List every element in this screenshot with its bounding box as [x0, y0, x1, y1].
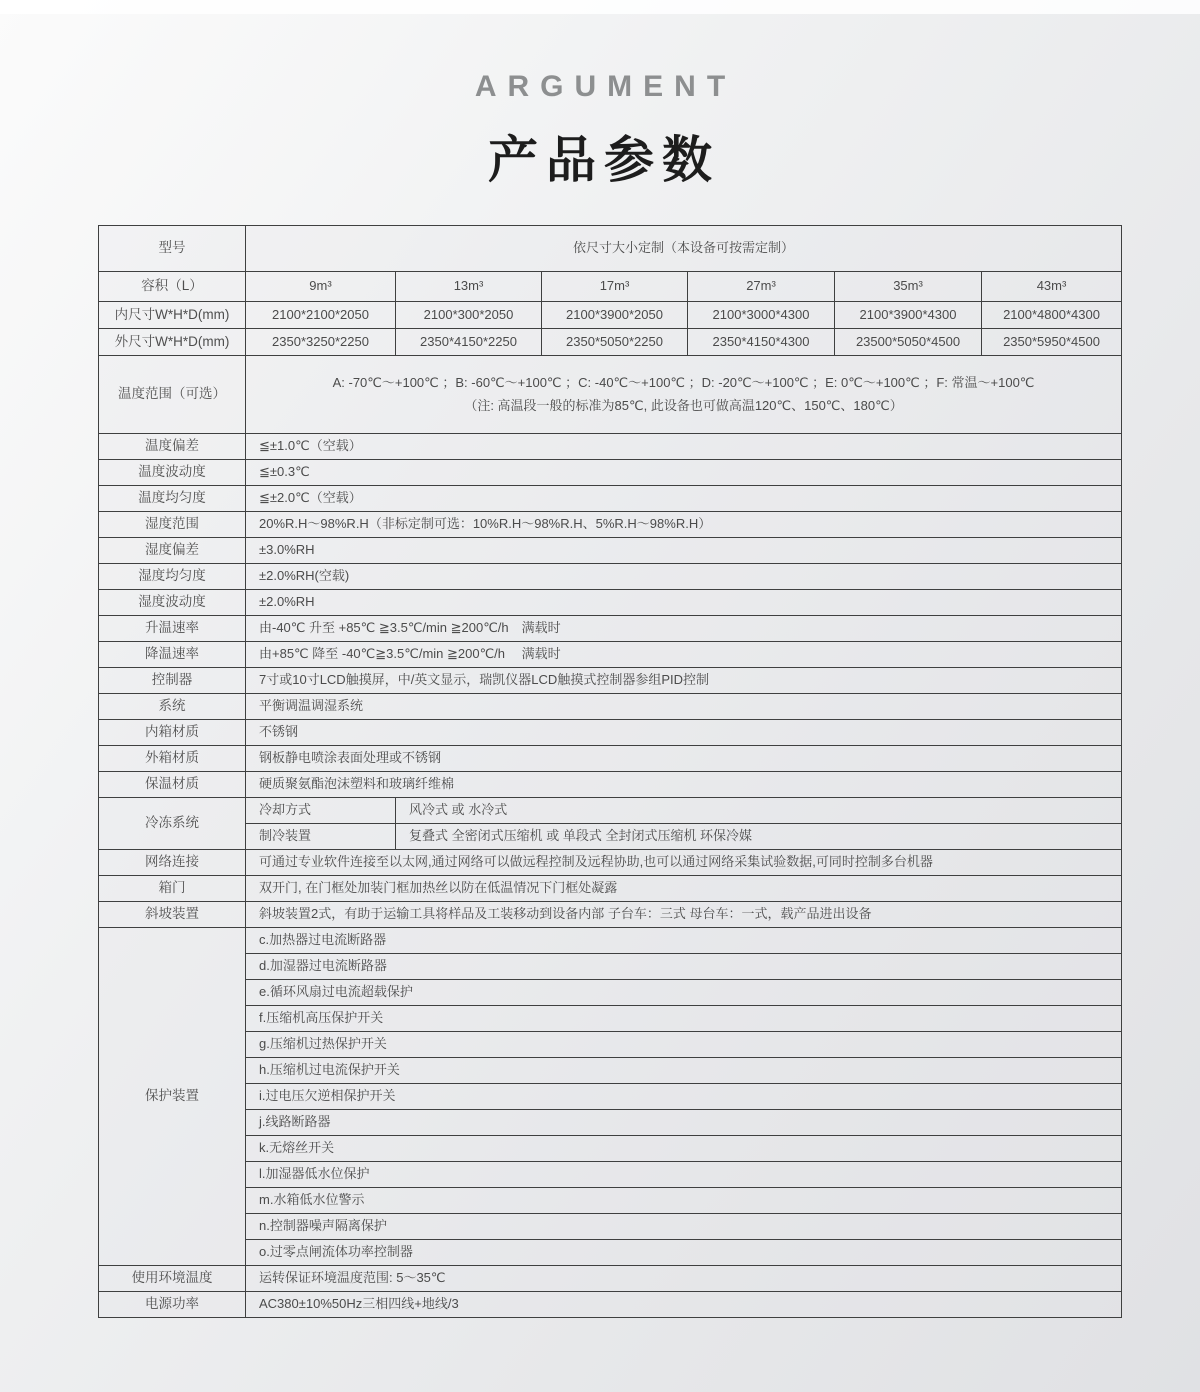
outer-size-cell: 2350*3250*2250	[246, 329, 396, 356]
table-row-spec	[99, 590, 1122, 616]
table-row-spec	[99, 434, 1122, 460]
volume-cell: 27m³	[688, 272, 835, 302]
table-row-protection	[99, 954, 1122, 980]
protection-item: e.循环风扇过电流超载保护	[246, 980, 1122, 1006]
outer-size-cell: 2350*5950*4500	[982, 329, 1122, 356]
table-row-spec	[99, 486, 1122, 512]
table-row-ramp	[99, 902, 1122, 928]
row-label: 型号	[99, 226, 246, 272]
protection-item: l.加湿器低水位保护	[246, 1162, 1122, 1188]
table-row-inner-size	[99, 302, 1122, 329]
row-label: 湿度均匀度	[99, 564, 246, 590]
table-row-spec	[99, 460, 1122, 486]
outer-size-cell: 2350*5050*2250	[542, 329, 688, 356]
row-label: 控制器	[99, 668, 246, 694]
table-row-outer-size	[99, 329, 1122, 356]
row-value: ≦±2.0℃（空载）	[246, 486, 1122, 512]
row-value: 平衡调温调湿系统	[246, 694, 1122, 720]
inner-size-cell: 2100*300*2050	[396, 302, 542, 329]
volume-cell: 17m³	[542, 272, 688, 302]
inner-size-cell: 2100*3900*4300	[835, 302, 982, 329]
inner-size-cell: 2100*3900*2050	[542, 302, 688, 329]
row-value: 可通过专业软件连接至以太网,通过网络可以做远程控制及远程协助,也可以通过网络采集试验数据,可同时控制多台机器	[246, 850, 1122, 876]
row-label: 使用环境温度	[99, 1266, 246, 1292]
table-row-network	[99, 850, 1122, 876]
protection-item: g.压缩机过热保护开关	[246, 1032, 1122, 1058]
row-label: 温度均匀度	[99, 486, 246, 512]
row-value: ≦±0.3℃	[246, 460, 1122, 486]
row-label: 降温速率	[99, 642, 246, 668]
table-row-protection	[99, 1162, 1122, 1188]
table-row-protection	[99, 1084, 1122, 1110]
row-label: 温度偏差	[99, 434, 246, 460]
product-spec-table	[98, 225, 1122, 1318]
table-row-spec	[99, 538, 1122, 564]
protection-item: f.压缩机高压保护开关	[246, 1006, 1122, 1032]
inner-size-cell: 2100*4800*4300	[982, 302, 1122, 329]
row-label: 内箱材质	[99, 720, 246, 746]
row-label: 外尺寸W*H*D(mm)	[99, 329, 246, 356]
table-row-spec	[99, 746, 1122, 772]
temp-range-options: A: -70℃～+100℃ ；B: -60℃～+100℃ ；C: -40℃～+100℃ ；D: -20℃～+100℃ ；E: 0℃～+100℃ ；F: 常温～+100℃	[332, 375, 1035, 391]
row-label: 容积（L）	[99, 272, 246, 302]
row-label: 电源功率	[99, 1292, 246, 1318]
table-row-spec	[99, 512, 1122, 538]
outer-size-cell: 23500*5050*4500	[835, 329, 982, 356]
table-row-spec	[99, 772, 1122, 798]
row-label: 升温速率	[99, 616, 246, 642]
row-value: 20%R.H～98%R.H（非标定制可选：10%R.H～98%R.H、5%R.H～98%R.H）	[246, 512, 1122, 538]
table-row-spec	[99, 642, 1122, 668]
row-label: 内尺寸W*H*D(mm)	[99, 302, 246, 329]
table-row-protection	[99, 928, 1122, 954]
table-row-protection	[99, 1136, 1122, 1162]
row-label: 湿度偏差	[99, 538, 246, 564]
row-value: 斜坡装置2式，有助于运输工具将样品及工装移动到设备内部 子台车：三式 母台车：一式，载产品进出设备	[246, 902, 1122, 928]
page-title: 产品参数	[488, 132, 720, 188]
volume-cell: 35m³	[835, 272, 982, 302]
inner-size-cell: 2100*2100*2050	[246, 302, 396, 329]
table-row-protection	[99, 1188, 1122, 1214]
table-row-protection	[99, 1240, 1122, 1266]
table-row-protection	[99, 1110, 1122, 1136]
table-row-spec	[99, 694, 1122, 720]
cooling-subvalue: 复叠式 全密闭式压缩机 或 单段式 全封闭式压缩机 环保冷媒	[396, 824, 1122, 850]
row-label: 网络连接	[99, 850, 246, 876]
protection-item: n.控制器噪声隔离保护	[246, 1214, 1122, 1240]
row-value: 由-40℃ 升至 +85℃ ≧3.5℃/min ≧200℃/h 满载时	[246, 616, 1122, 642]
protection-item: k.无熔丝开关	[246, 1136, 1122, 1162]
volume-cell: 43m³	[982, 272, 1122, 302]
row-value: 硬质聚氨酯泡沫塑料和玻璃纤维棉	[246, 772, 1122, 798]
table-row-spec	[99, 564, 1122, 590]
row-value: 依尺寸大小定制（本设备可按需定制）	[246, 226, 1122, 272]
row-label: 箱门	[99, 876, 246, 902]
table-row-temp-range	[99, 356, 1122, 434]
cooling-sublabel: 制冷装置	[246, 824, 396, 850]
row-label: 温度波动度	[99, 460, 246, 486]
table-row-model	[99, 226, 1122, 272]
cooling-subvalue: 风冷式 或 水冷式	[396, 798, 1122, 824]
table-row-spec	[99, 616, 1122, 642]
row-label: 系统	[99, 694, 246, 720]
table-row-protection	[99, 1032, 1122, 1058]
row-label: 保护装置	[99, 928, 246, 1266]
page-header	[0, 0, 1200, 192]
volume-cell: 9m³	[246, 272, 396, 302]
row-label: 温度范围（可选）	[99, 356, 246, 434]
table-row-ambient-temp	[99, 1266, 1122, 1292]
eyebrow-title: ARGUMENT	[474, 70, 737, 103]
table-row-protection	[99, 980, 1122, 1006]
row-value: 不锈钢	[246, 720, 1122, 746]
inner-size-cell: 2100*3000*4300	[688, 302, 835, 329]
row-label: 湿度范围	[99, 512, 246, 538]
row-value: ±2.0%RH(空载)	[246, 564, 1122, 590]
table-row-volume	[99, 272, 1122, 302]
row-value: AC380±10%50Hz三相四线+地线/3	[246, 1292, 1122, 1318]
row-label: 冷冻系统	[99, 798, 246, 850]
temp-range-note: （注: 高温段一般的标准为85℃, 此设备也可做高温120℃、150℃、180℃）	[464, 397, 903, 413]
protection-item: j.线路断路器	[246, 1110, 1122, 1136]
row-label: 外箱材质	[99, 746, 246, 772]
table-row-spec	[99, 668, 1122, 694]
table-row-door	[99, 876, 1122, 902]
row-value: ≦±1.0℃（空载）	[246, 434, 1122, 460]
table-row-cooling-1	[99, 798, 1122, 824]
row-value: 钢板静电喷涂表面处理或不锈钢	[246, 746, 1122, 772]
row-label: 斜坡装置	[99, 902, 246, 928]
table-row-protection	[99, 1006, 1122, 1032]
outer-size-cell: 2350*4150*4300	[688, 329, 835, 356]
row-value: ±2.0%RH	[246, 590, 1122, 616]
table-row-cooling-2	[99, 824, 1122, 850]
row-value: 双开门, 在门框处加装门框加热丝以防在低温情况下门框处凝露	[246, 876, 1122, 902]
row-label: 湿度波动度	[99, 590, 246, 616]
outer-size-cell: 2350*4150*2250	[396, 329, 542, 356]
cooling-sublabel: 冷却方式	[246, 798, 396, 824]
table-row-spec	[99, 720, 1122, 746]
row-value: 7寸或10寸LCD触摸屏，中/英文显示，瑞凯仪器LCD触摸式控制器参组PID控制	[246, 668, 1122, 694]
protection-item: h.压缩机过电流保护开关	[246, 1058, 1122, 1084]
protection-item: c.加热器过电流断路器	[246, 928, 1122, 954]
row-value: ±3.0%RH	[246, 538, 1122, 564]
top-highlight-strip	[0, 0, 1200, 14]
protection-item: d.加湿器过电流断路器	[246, 954, 1122, 980]
table-row-protection	[99, 1058, 1122, 1084]
volume-cell: 13m³	[396, 272, 542, 302]
protection-item: m.水箱低水位警示	[246, 1188, 1122, 1214]
row-value: 由+85℃ 降至 -40℃≧3.5℃/min ≧200℃/h 满载时	[246, 642, 1122, 668]
row-label: 保温材质	[99, 772, 246, 798]
protection-item: i.过电压欠逆相保护开关	[246, 1084, 1122, 1110]
table-row-protection	[99, 1214, 1122, 1240]
row-value: 运转保证环境温度范围: 5～35℃	[246, 1266, 1122, 1292]
protection-item: o.过零点闸流体功率控制器	[246, 1240, 1122, 1266]
temp-range-value	[246, 356, 1122, 434]
table-row-power	[99, 1292, 1122, 1318]
